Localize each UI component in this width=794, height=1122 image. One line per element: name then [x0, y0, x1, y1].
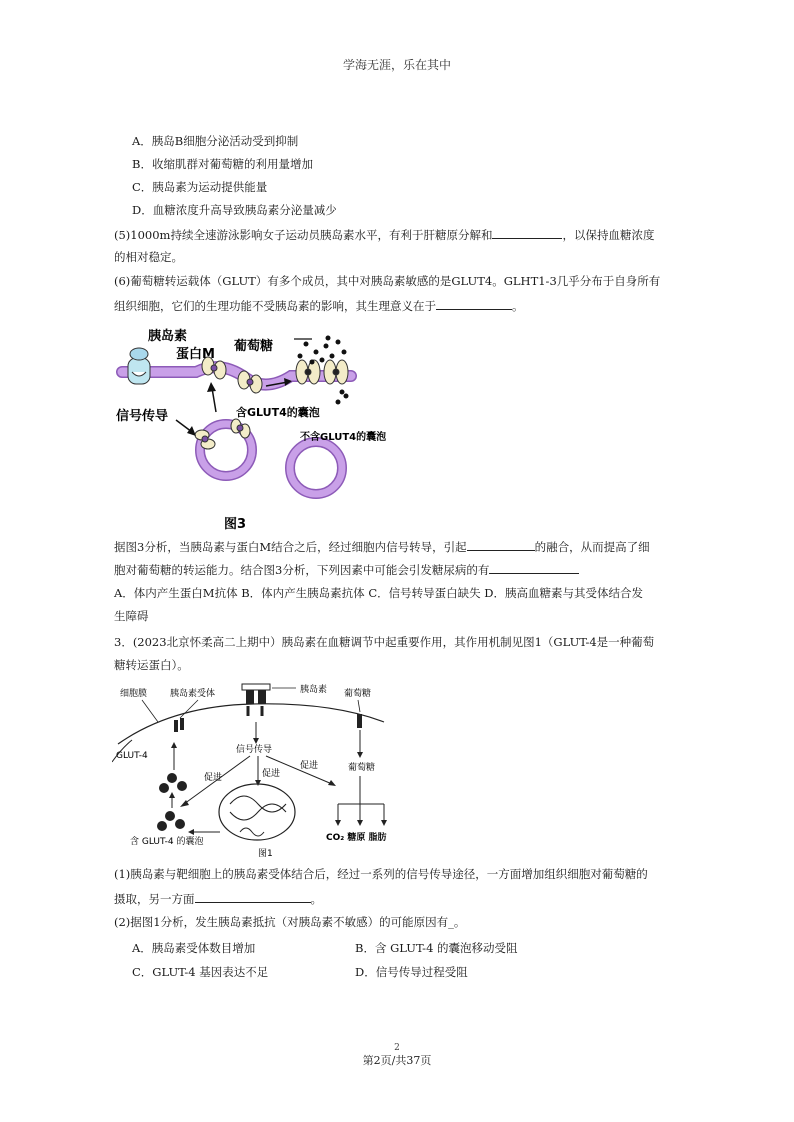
answer-blank[interactable]	[467, 538, 535, 551]
figure-3	[116, 320, 416, 535]
answer-blank[interactable]	[492, 226, 562, 239]
option-a: A．胰岛素受体数目增加	[132, 941, 256, 955]
glut4-vesicle-lower	[157, 811, 185, 831]
label-signal: 信号传导	[236, 745, 273, 755]
label-glut4: GLUT-4	[116, 751, 148, 761]
fig3-options-line-2: 生障碍	[114, 609, 149, 623]
option-c: C．GLUT-4 基因表达不足	[132, 965, 269, 979]
label-glucose-top: 葡萄糖	[344, 689, 372, 699]
label-insulin: 胰岛素	[300, 685, 328, 695]
page-footer: 第2页/共37页	[362, 1054, 432, 1067]
fig3-question-line-2: 胞对葡萄糖的转运能力。结合图3分析，下列因素中可能会引发糖尿病的有	[114, 561, 579, 578]
answer-blank[interactable]	[195, 890, 311, 903]
sub-question-1-line-1: (1)胰岛素与靶细胞上的胰岛素受体结合后，经过一系列的信号传导途径，一方面增加组织细胞对葡萄糖的	[114, 867, 648, 881]
glut4-on-membrane	[174, 718, 184, 732]
option-c: C．胰岛素为运动提供能量	[132, 180, 268, 194]
question-5-line-2: 的相对稳定。	[114, 250, 183, 264]
label-insulin: 胰岛素	[148, 329, 188, 344]
glut4-vesicle-upper	[159, 773, 187, 793]
answer-blank[interactable]	[489, 561, 579, 574]
label-receptor: 胰岛素受体	[170, 689, 216, 699]
question-5-line-1: (5)1000m持续全速游泳影响女子运动员胰岛素水平，有利于肝糖原分解和 ，以保持血糖浓度	[114, 228, 655, 242]
page-number: 2	[394, 1043, 400, 1053]
figure-3-caption: 图3	[224, 517, 247, 532]
label-promote-mid: 促进	[262, 769, 281, 779]
fig3-options-line: A．体内产生蛋白M抗体 B．体内产生胰岛素抗体 C．信号转导蛋白缺失 D．胰高血糖素与其受体结合发	[114, 586, 644, 600]
label-glucose: 葡萄糖	[234, 339, 274, 354]
question-3-line-2: 糖转运蛋白）。	[114, 658, 189, 672]
option-b: B．收缩肌群对葡萄糖的利用量增加	[132, 157, 313, 171]
label-promote-left: 促进	[204, 773, 223, 783]
label-vesicle-no-glut4: 不含GLUT4的囊泡	[300, 432, 387, 443]
figure-1	[112, 682, 412, 862]
label-promote-right: 促进	[300, 761, 319, 771]
question-3-line-1: 3．(2023北京怀柔高二上期中）胰岛素在血糖调节中起重要作用，其作用机制见图1（GLUT-4是一种葡萄	[114, 635, 655, 649]
sub-question-2: (2)据图1分析，发生胰岛素抵抗（对胰岛素不敏感）的可能原因有_。	[114, 915, 466, 929]
option-a: A．胰岛B细胞分泌活动受到抑制	[132, 134, 299, 148]
option-b: B．含 GLUT-4 的囊泡移动受阻	[355, 941, 518, 955]
fig3-question-line-1: 据图3分析，当胰岛素与蛋白M结合之后，经过细胞内信号转导，引起 的融合，从而提高了细	[114, 540, 650, 554]
figure-1-caption: 图1	[258, 849, 273, 859]
cell-membrane	[118, 704, 384, 744]
label-membrane: 细胞膜	[120, 689, 148, 699]
label-vesicle-glut4: 含GLUT4的囊泡	[236, 406, 320, 419]
label-signal: 信号传导	[116, 409, 169, 424]
insulin-molecule	[130, 348, 148, 360]
option-d: D．信号传导过程受阻	[355, 965, 468, 979]
option-d: D．血糖浓度升高导致胰岛素分泌量减少	[132, 203, 337, 217]
protein-m-receptor	[128, 358, 150, 384]
sub-question-1-line-2: 摄取，另一方面 。	[114, 892, 322, 906]
label-protein-m: 蛋白M	[176, 347, 215, 362]
question-6-line-1: (6)葡萄糖转运载体（GLUT）有多个成员，其中对胰岛素敏感的是GLUT4。GLHT1-3几乎分布于自身所有	[114, 274, 661, 288]
label-glucose-inner: 葡萄糖	[348, 763, 376, 773]
question-6-line-2: 组织细胞，它们的生理功能不受胰岛素的影响，其生理意义在于 。	[114, 299, 524, 313]
label-products: CO₂ 糖原 脂肪	[326, 833, 387, 843]
page-header: 学海无涯，乐在其中	[342, 58, 451, 72]
answer-blank[interactable]	[436, 297, 512, 310]
label-vesicle: 含 GLUT-4 的囊泡	[130, 837, 204, 847]
